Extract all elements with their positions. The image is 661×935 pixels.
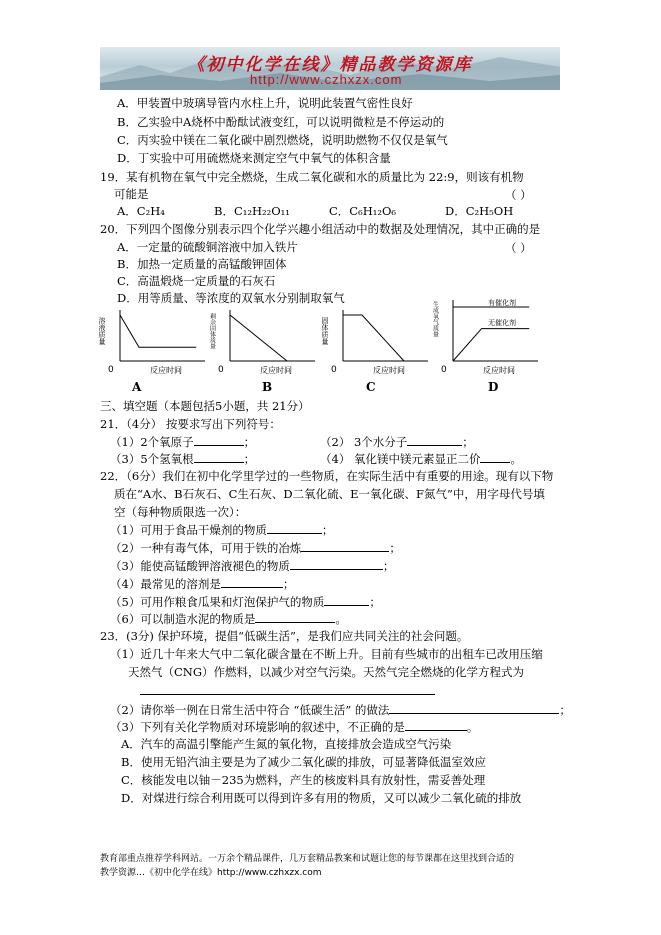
chart-b-series-line (230, 315, 287, 361)
chart-a-ylabel: 溶液质量 (98, 317, 106, 345)
q21-blank-3[interactable] (194, 451, 244, 463)
q22-stem-1: 22．（6分）我们在初中化学里学过的一些物质，在实际生活中有重要的用途。现有以下物 (100, 469, 554, 483)
q22-blank-6[interactable] (255, 611, 335, 623)
chart-c-svg (323, 305, 433, 377)
q22-item-6-label: （6）可以制造水泥的物质是 (110, 612, 256, 626)
q21-blank-1[interactable] (194, 434, 244, 446)
chart-c-xlabel: 反应时间 (373, 366, 405, 375)
q23-option-a: A．汽车的高温引擎能产生氮的氧化物，直接排放会造成空气污染 (121, 737, 452, 751)
chart-a-origin: 0 (108, 365, 114, 375)
chart-b-ylabel: 剩余固体质量 (208, 313, 216, 349)
section-3-title: 三、填空题（本题包括5小题，共 21分） (100, 399, 310, 413)
chart-d-svg (433, 295, 543, 377)
q23-part-1b: 天然气（CNG）作燃料，以减少对空气污染。天然气完全燃烧的化学方程式为 (128, 665, 525, 679)
q21-part-3-label: （3）5个氢氧根 (110, 452, 194, 466)
q23-option-c: C．核能发电以铀－235为燃料，产生的核废料具有放射性，需妥善处理 (121, 773, 486, 787)
q22-item-3: （3）能使高锰酸钾溶液褪色的物质 ； (110, 559, 395, 573)
q19-stem-cont: 可能是 (114, 187, 149, 201)
q19-option-c: C．C₆H₁₂O₆ (329, 204, 396, 218)
q22-stem-2: 质在“A水、B石灰石、C生石灰、D二氧化硫、E一氧化碳、F氮气”中，用字母代号填 (114, 487, 545, 501)
q21-part-1: （1）2个氧原子 ； (110, 435, 256, 449)
q23-part-1-line (140, 683, 435, 698)
q19-option-d: D．C₂H₅OH (445, 204, 514, 218)
q20-option-a: A．一定量的硫酸铜溶液中加入铁片 (117, 240, 298, 254)
header-banner (100, 47, 560, 90)
q22-item-1: （1）可用于食品干燥剂的物质 ； (110, 523, 334, 537)
q22-blank-1[interactable] (267, 522, 322, 534)
banner-title: 《初中化学在线》精品教学资源库 (187, 55, 473, 75)
q22-item-2: （2）一种有毒气体，可用于铁的冶炼 ； (110, 541, 401, 555)
q22-item-6: （6）可以制造水泥的物质是 。 (110, 612, 347, 626)
chart-c (323, 305, 433, 381)
chart-c-ylabel: 固体质量 (321, 317, 329, 345)
q18-option-c: C．丙实验中镁在二氧化碳中剧烈燃烧，说明助燃物不仅仅是氧气 (117, 133, 448, 147)
q20-option-c: C．高温煅烧一定质量的石灰石 (117, 274, 276, 288)
chart-a-series-line (120, 315, 196, 347)
q18-option-a: A．甲装置中玻璃导管内水柱上升，说明此装置气密性良好 (117, 96, 413, 110)
q21-blank-2[interactable] (407, 434, 462, 446)
q21-blank-4[interactable] (480, 451, 510, 463)
q21-part-1-label: （1）2个氧原子 (110, 435, 194, 449)
chart-b (210, 305, 320, 381)
q20-option-b: B．加热一定质量的高锰酸钾固体 (117, 257, 287, 271)
q23-option-d: D．对煤进行综合利用既可以得到许多有用的物质，又可以减少二氧化硫的排放 (121, 791, 522, 805)
q18-option-d: D．丁实验中可用硫燃烧来测定空气中氧气的体积含量 (117, 151, 391, 165)
banner-url[interactable]: http://www.czhxzx.com (250, 72, 403, 87)
q21-part-4-label: （4） 氧化镁中镁元素显正二价 (320, 452, 481, 466)
q22-item-5: （5）可用作粮食瓜果和灯泡保护气的物质 ； (110, 595, 381, 609)
q21-part-2: （2） 3个水分子 ； (320, 435, 474, 449)
q22-item-1-label: （1）可用于食品干燥剂的物质 (110, 523, 267, 537)
q20-stem: 20．下列四个图像分别表示四个化学兴趣小组活动中的数据及处理情况，其中正确的是 (100, 222, 541, 236)
q23-stem: 23．(3分) 保护环境，提倡“低碳生活”，是我们应共同关注的社会问题。 (100, 629, 469, 643)
q18-option-b: B．乙实验中A烧杯中酚酞试液变红，可以说明微粒是不停运动的 (117, 115, 445, 129)
q23-part-3: （3）下列有关化学物质对环境影响的叙述中，不正确的是 。 (110, 720, 479, 734)
chart-a-xlabel: 反应时间 (150, 366, 182, 375)
chart-d-legend-catalyst: 有催化剂 (488, 299, 516, 307)
chart-a (100, 305, 210, 381)
chart-d (433, 295, 543, 381)
chart-c-series-line (343, 315, 404, 361)
chart-d-ylabel: 生成氧气质量 (431, 301, 439, 337)
q21-part-3: （3）5个氢氧根 ； (110, 452, 256, 466)
q22-item-4-label: （4）最常见的溶剂是 (110, 577, 221, 591)
chart-b-svg (210, 305, 320, 377)
page-footer (100, 852, 514, 880)
chart-a-svg (100, 305, 210, 377)
q19-option-a: A．C₂H₄ (117, 204, 165, 218)
q23-part-2-label: （2）请你举一例在日常生活中符合 “低碳生活” 的做法 (110, 703, 390, 717)
q23-option-b: B．使用无铅汽油主要是为了减少二氧化碳的排放，可显著降低温室效应 (121, 755, 486, 769)
footer-line-2[interactable]: 教学资源…《初中化学在线》http://www.czhxzx.com (100, 868, 322, 878)
chart-b-xlabel: 反应时间 (260, 366, 292, 375)
q22-item-2-label: （2）一种有毒气体，可用于铁的冶炼 (110, 541, 302, 555)
q23-blank-1[interactable] (140, 683, 435, 695)
q22-blank-2[interactable] (301, 540, 389, 552)
chart-c-origin: 0 (331, 365, 337, 375)
chart-a-label: A (132, 380, 142, 394)
q20-option-d: D．用等质量、等浓度的双氧水分别制取氧气 (117, 291, 345, 305)
chart-b-origin: 0 (218, 365, 224, 375)
q22-stem-3: 空（每种物质限选一次）： (114, 505, 247, 519)
chart-b-label: B (262, 380, 273, 394)
chart-d-xlabel: 反应时间 (483, 366, 515, 375)
q21-stem: 21．（4分） 按要求写出下列符号： (100, 417, 281, 431)
q23-part-1a: （1）近几十年来大气中二氧化碳含量在不断上升。目前有些城市的出租车已改用压缩 (110, 647, 543, 661)
q21-part-4: （4） 氧化镁中镁元素显正二价 。 (320, 452, 522, 466)
q23-blank-2[interactable] (389, 702, 559, 714)
chart-d-series-line-nocatalyst (453, 329, 529, 361)
q22-blank-3[interactable] (290, 558, 383, 570)
q22-item-3-label: （3）能使高锰酸钾溶液褪色的物质 (110, 559, 290, 573)
chart-d-legend-nocatalyst: 无催化剂 (488, 319, 516, 327)
q23-part-2: （2）请你举一例在日常生活中符合 “低碳生活” 的做法 ； (110, 703, 571, 717)
q19-answer-paren[interactable]: （ ） (505, 188, 532, 202)
chart-d-origin: 0 (441, 365, 447, 375)
footer-line-1: 教育部重点推荐学科网站。一万余个精品课件，几万套精品教案和试题让您的每节课都在这里找到合适的 (100, 854, 515, 864)
q19-option-b: B．C₁₂H₂₂O₁₁ (214, 204, 290, 218)
chart-d-label: D (488, 380, 499, 394)
q20-answer-paren[interactable]: （ ） (505, 241, 532, 255)
q21-part-2-label: （2） 3个水分子 (320, 435, 408, 449)
q23-part-3-label: （3）下列有关化学物质对环境影响的叙述中，不正确的是 (110, 720, 405, 734)
q23-blank-3[interactable] (405, 719, 467, 731)
q22-blank-4[interactable] (221, 576, 283, 588)
q22-item-4: （4）最常见的溶剂是 ； (110, 577, 295, 591)
q19-stem: 19．某有机物在氧气中完全燃烧，生成二氧化碳和水的质量比为 22:9，则该有机物 (100, 170, 524, 184)
chart-c-label: C (366, 380, 376, 394)
q22-blank-5[interactable] (324, 594, 369, 606)
q22-item-5-label: （5）可用作粮食瓜果和灯泡保护气的物质 (110, 595, 325, 609)
